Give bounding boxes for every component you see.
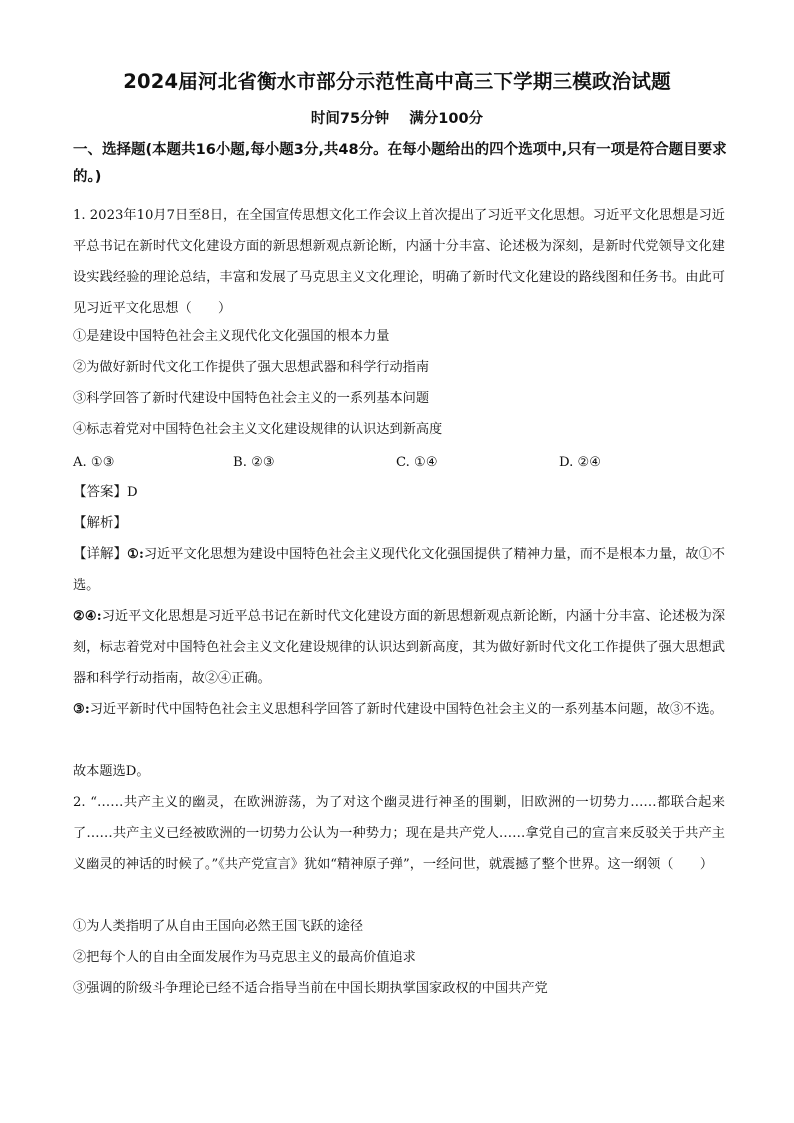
answer-line (73, 477, 725, 508)
detail-3-text: 习近平新时代中国特色社会主义思想科学回答了新时代建设中国特色社会主义的一系列基本问题，故③不选。 (89, 702, 723, 717)
answer-label: 【答案】 (73, 484, 127, 500)
conclusion: 故本题选D。 (73, 764, 150, 779)
question-2-stem: 2. “……共产主义的幽灵，在欧洲游荡，为了对这个幽灵进行神圣的围剿，旧欧洲的一切势力……都联合起来了……共产主义已经被欧洲的一切势力公认为一种势力；现在是共产党人……拿党自己的宣言来反驳关于共产主义幽灵的神话的时候了。”《共产党宣言》犹如“精神原子弹”，一经问世，就震撼了整个世界。这一纲领（ ） (73, 795, 725, 872)
option-c: C. ①④ (396, 455, 438, 470)
list-item: ③科学回答了新时代建设中国特色社会主义的一系列基本问题 (73, 391, 430, 406)
detail-1-head: ①: (127, 547, 144, 562)
detail-label: 【详解】 (73, 546, 128, 562)
analysis-heading: 【解析】 (73, 515, 127, 531)
option-d: D. ②④ (559, 455, 602, 470)
analysis-label (73, 508, 725, 539)
list-item: ②为做好新时代文化工作提供了强大思想武器和科学行动指南 (73, 360, 430, 375)
detail-1-text: 习近平文化思想为建设中国特色社会主义现代化文化强国提供了精神力量，而不是根本力量，故①不选。 (73, 547, 725, 593)
option-b: B. ②③ (233, 455, 275, 470)
question-1-items (73, 321, 725, 445)
question-2-items (73, 911, 725, 1004)
detail-2-text: 习近平文化思想是习近平总书记在新时代文化建设方面的新思想新观点新论断，内涵十分丰富、论述极为深刻，标志着党对中国特色社会主义文化建设规律的认识达到新高度，其为做好新时代文化工作提供了强大思想武器和科学行动指南，故②④正确。 (73, 609, 726, 686)
question-1-stem: 1. 2023年10月7日至8日，在全国宣传思想文化工作会议上首次提出了习近平文化思想。习近平文化思想是习近平总书记在新时代文化建设方面的新思想新观点新论断，内涵十分丰富、论述极为深刻，是新时代党领导文化建设实践经验的理论总结，丰富和发展了马克思主义文化理论，明确了新时代文化建设的路线图和任务书。由此可见习近平文化思想（ ） (73, 208, 725, 316)
detail-paragraph-2 (73, 601, 725, 694)
answer-value: D (127, 485, 138, 500)
option-a: A. ①③ (73, 455, 115, 470)
list-item: ④标志着党对中国特色社会主义文化建设规律的认识达到新高度 (73, 422, 443, 437)
detail-paragraph-3 (73, 694, 725, 725)
question-1-options (73, 449, 725, 476)
section-heading: 一、选择题(本题共16小题,每小题3分,共48分。在每小题给出的四个选项中,只有一项是符合题目要求的。) (73, 142, 727, 185)
page-title: 2024届河北省衡水市部分示范性高中高三下学期三模政治试题 (123, 70, 671, 93)
exam-info: 时间75分钟 满分100分 (310, 111, 484, 127)
list-item: ①是建设中国特色社会主义现代化文化强国的根本力量 (73, 329, 390, 344)
list-item: ②把每个人的自由全面发展作为马克思主义的最高价值追求 (73, 950, 416, 965)
list-item: ①为人类指明了从自由王国向必然王国飞跃的途径 (73, 919, 364, 934)
list-item: ③强调的阶级斗争理论已经不适合指导当前在中国长期执掌国家政权的中国共产党 (73, 981, 548, 996)
detail-3-head: ③: (73, 702, 90, 717)
detail-paragraph-1 (73, 539, 725, 601)
detail-2-head: ②④: (73, 609, 102, 624)
